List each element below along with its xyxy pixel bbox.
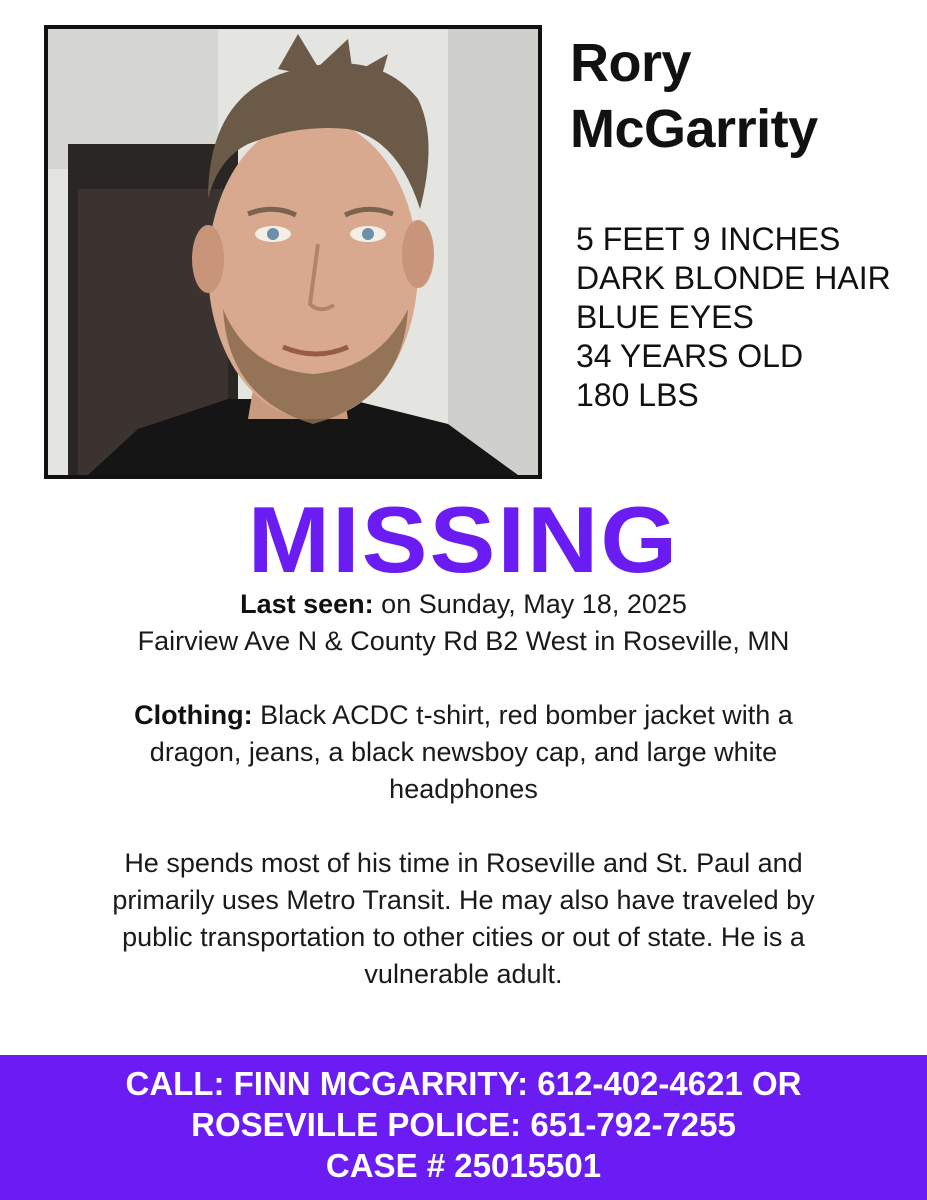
missing-headline: MISSING: [247, 487, 680, 592]
details-section: [40, 586, 887, 993]
last-seen-location: Fairview Ave N & County Rd B2 West in Roseville, MN: [137, 626, 790, 656]
last-seen-label: Last seen:: [240, 589, 374, 619]
notes-line-1: He spends most of his time in Roseville and St. Paul and: [124, 848, 803, 878]
case-number: CASE # 25015501: [325, 1147, 602, 1184]
person-name: [570, 30, 920, 162]
physical-description: [576, 220, 921, 415]
clothing-line-1: [40, 697, 887, 734]
clothing-line-2: dragon, jeans, a black newsboy cap, and large white: [149, 737, 778, 767]
missing-person-photo: [44, 25, 542, 479]
spacer: [40, 808, 887, 845]
contact-line-1: CALL: FINN MCGARRITY: 612-402-4621 OR: [125, 1065, 802, 1102]
weight-text: 180 LBS: [576, 377, 699, 413]
person-last-name: McGarrity: [570, 99, 818, 159]
spacer: [40, 660, 887, 697]
notes-line-2: primarily uses Metro Transit. He may also have traveled by: [112, 885, 815, 915]
age-text: 34 YEARS OLD: [576, 338, 804, 374]
notes-line-4: vulnerable adult.: [364, 959, 563, 989]
clothing-text-1: Black ACDC t-shirt, red bomber jacket with a: [260, 700, 793, 730]
clothing-label: Clothing:: [134, 700, 253, 730]
last-seen-date-line: [40, 586, 887, 623]
portrait-illustration: [48, 29, 538, 475]
clothing-line-3: headphones: [389, 774, 538, 804]
contact-banner: [0, 1055, 927, 1200]
contact-line-2: ROSEVILLE POLICE: 651-792-7255: [191, 1106, 736, 1143]
person-first-name: Rory: [570, 33, 692, 93]
height-text: 5 FEET 9 INCHES: [576, 221, 841, 257]
eyes-text: BLUE EYES: [576, 299, 754, 335]
last-seen-date: on Sunday, May 18, 2025: [381, 589, 687, 619]
notes-line-3: public transportation to other cities or out of state. He is a: [122, 922, 805, 952]
hair-text: DARK BLONDE HAIR: [576, 260, 891, 296]
